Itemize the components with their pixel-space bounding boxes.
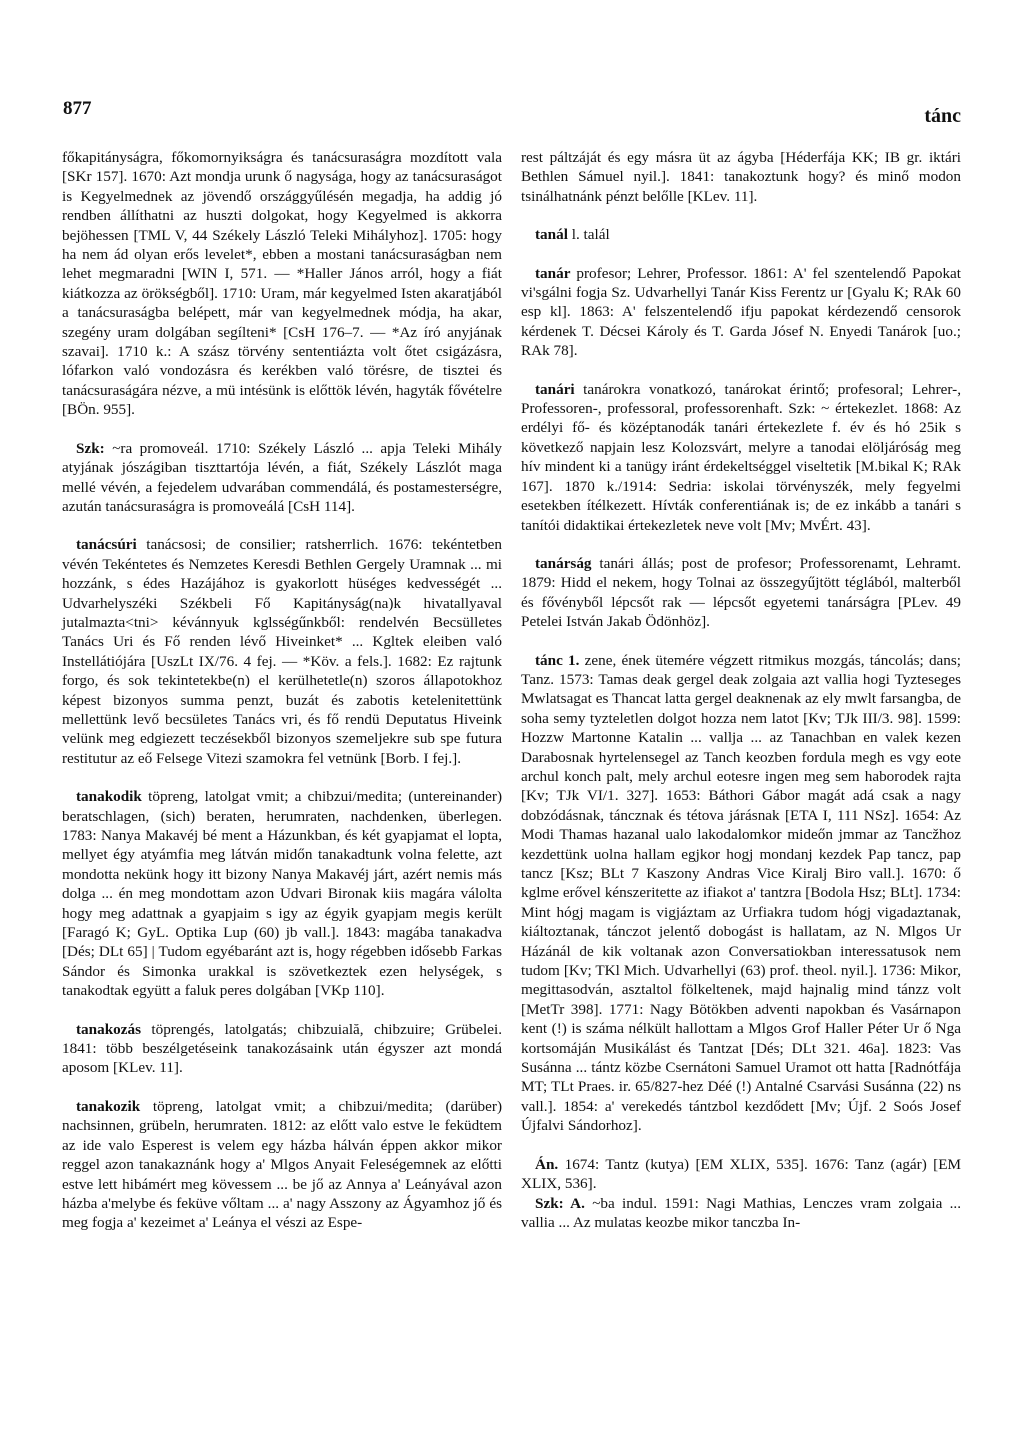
dictionary-entry <box>62 787 502 1000</box>
dictionary-entry <box>521 1194 961 1233</box>
entry-text: rest páltzáját és egy másra üt az ágyba [Héderfája KK; IB gr. iktári Bethlen Sámuel nyil.]. 1841: tanakoztunk hogy? és minő modon tsinálhatnánk pénzt belőlle [KLev. 11]. <box>521 149 961 205</box>
entry-text: ~ba indul. 1591: Nagi Mathias, Lenczes vram zolgaia ... vallia ... Az mulatas keozbe mikor tanczba In- <box>521 1194 962 1231</box>
dictionary-entry <box>62 535 502 768</box>
dictionary-entry <box>62 148 502 420</box>
entry-text: töprengés, latolgatás; chibzuială, chibzuire; Grübelei. 1841: több beszélgetéseink tanakozásaink után égyszer azt mondá aposom [KLev. 11]. <box>62 1020 502 1077</box>
entry-text: töpreng, latolgat vmit; a chibzui/medita; (untereinander) beratschlagen, (sich) beraten, herumraten, nachdenken, überlegen. 1783: Nanya Makavéj bé ment a Házunkban, és két gyapjamat el lopta, mellyet égy atyámfia meg látván midőn tanakadtunk volna felette, azt mondotta nekünk hogy itt bizony Nanya Makavéj járt, azért nemis más dolga ... én meg mondottam azon Udvari Bironak kiis magára válolta hogy meg adattnak a gyapjaim s igy az égyik gyapjam megis került [Faragó K; GyL. Optika Lup (60) jb vall.]. 1843: magába tanakadva [Dés; DLt 65] | Tudom egyébaránt azt is, hogy régebben idősebb Farkas Sándor és Simonka urakkal is szövetkeztek ezen helységek, s tanakodtak együtt a faluk peres dolgában [VKp 110]. <box>62 788 503 1000</box>
dictionary-entry <box>62 1020 502 1078</box>
dictionary-entry <box>521 380 961 535</box>
left-column <box>62 148 502 1233</box>
entry-headword: tánc 1. <box>535 651 580 669</box>
dictionary-entry <box>521 554 961 632</box>
dictionary-entry <box>521 148 961 206</box>
entry-text: zene, ének ütemére végzett ritmikus mozgás, táncolás; dans; Tanz. 1573: Tamas deak gergel deak zolgaia azt vallia hogi Tyzteseges Mwlatsagat es Thancat latta gergel deaknenak az ely mwlt farsangba, de soha semy tyzteletlen dolgot hozza nem latot [Kv; TJk III/3. 98]. 1599: Hozzw Martonne Katalin ... vallja ... az Tanachban en valek kezen Darabosnak hyrtelensegel az Tanch keozben fordula megh es vgy eote archul konch palt, mely archul eotesre ingen meg sem haborodek rajta [Kv; TJk VI/1. 327]. 1653: Báthori Gábor magát adá csak a nagy dobzódásnak, táncznak és tétova járásnak [ETA I, 111 NSz]. 1654: Az Modi Thamas hazanal ualo lakodalomkor mideőn jmmar az Tancžhoz kezdettünk uolna hallam egjkor hogj mondanj kezdek Pap tancz, pap tancz [Ksz; BLt 7 Kaszony Andras Vice Kiralj Biro vall.]. 1670: ő kglme erővel kénszeritette az ifiakot a' tantzra [Bodola Hsz; BLt]. 1734: Mint hógj magam is vigjáztam az Urfiakra tudom hógj vigadaztanak, kiáltoztanak, tánczot jelentő dobogást is hallatam, az N. Mlgos Ur Házánál de kik voltanak azon Conversatiokban interessatusok nem tudom [Kv; TKl Mich. Udvarhellyi (63) prof. theol. nyil.]. 1736: Mikor, megittasodván, asztaltol fölkeltenek, majd hajnalig mind tánzz volt [MetTr 398]. 1771: Nagy Bötökben adventi napokban és Vasárnapon kent (!) is száma nélkült hallottam a Mlgos Grof Haller Péter Ur ő Nga kortsomáján Musikálást és Tantzat [Dés; DLt 321. 46a]. 1823: Vas Susánna ... tántz közbe Csernátoni Samuel Uramot ott hatta [Radnótfája MT; TLt Praes. ir. 65/827-hez Déé (!) Antalné Csarvási Susánna (22) ns vall.]. 1854: a' verekedés tántzbol kezdődett [Mv; Újf. 2 Soós Josef Újfalvi Sándorhoz]. <box>521 651 961 1135</box>
entry-text: profesor; Lehrer, Professor. 1861: A' fel szentelendő Papokat vi'sgálni fogja Sz. Udvarhellyi Tanár Kiss Ferentz ur [Gyalu K; RAk 60 esp kl]. 1863: A' felszentelendő ifju papokat kérdezendő censorok kérdenek T. Décsei Károly és T. Garda Jósef N. Enyedi Tanárok [uo.; RAk 78]. <box>521 264 962 360</box>
entry-headword: Szk: A. <box>535 1194 585 1212</box>
entry-headword: Án. <box>535 1155 559 1173</box>
entry-text: l. talál <box>571 226 610 244</box>
entry-text: ~ra promoveál. 1710: Székely László ... apja Teleki Mihály atyjának jószágiban tiszttartója lévén, a fiát, Székely Lászlót maga mellé vévén, a fejedelem udvarában commendálá, és postamesterségre, azután tanácsuraságra is promoveálá [CsH 114]. <box>62 439 502 515</box>
entry-text: 1674: Tantz (kutya) [EM XLIX, 535]. 1676: Tanz (agár) [EM XLIX, 536]. <box>521 1155 961 1193</box>
entry-headword: tanácsúri <box>76 536 137 554</box>
entry-headword: tanár <box>535 264 571 282</box>
entry-text: főkapitányságra, főkomornyikságra és tanácsuraságra mozdított vala [SKr 157]. 1670: Azt mondja urunk ő nagysága, hogy az tanácsuraságot is Kegyelmednek az jövendő országgyűlésén megadja, ha addig jó rendben állíthatni az huszti dolgokat, hogy Kegyelmed is akkorra bejöhessen [TML V, 44 Székely László Teleki Mihályhoz]. 1705: hogy ha nem ád olyan erős levelet*, ebben a mostani tanácsuraságban nem lehet megmaradni [WIN I, 571. — *Haller János arról, hogy a fiát kiátkozza az örökségből]. 1710: Uram, már kegyelmed Isten akaratjából a tanácsuraságba belépett, már van kegyelmednek módja, ha akar, szegény uram dolgában segílteni* [CsH 176–7. — *Az író anyjának szavai]. 1710 k.: A szász törvény sententiázta volt őtet csigázásra, lófarkon való vondozásra és kerékben való törésre, de tisztei és tanácsuraságára nézve, a mü intésünk is előttök lévén, hagyták fővételre [BÖn. 955]. <box>62 149 502 419</box>
dictionary-entry <box>521 651 961 1136</box>
entry-text: tanárokra vonatkozó, tanárokat érintő; profesoral; Lehrer-, Professoren-, professoral, professorenhaft. Szk: ~ értekezlet. 1868: Az erdélyi fő- és középtanodák tanári értekezlete f. év és hó 25ik s következő napjain lesz Kolozsvárt, melyre a tanodai elöljáróság meg hív mindent ki a tanügy iránt érdekeltséggel viseltetik [M.bikal K; RAk 167]. 1870 k./1914: Sedria: iskolai törvényszék, mely fegyelmi esetekben ítélkezett. Hívták conferentiának is; de ez inkább a tanári s tanítói didaktikai értekezletek neve volt [Mv; MvÉrt. 43]. <box>521 380 961 534</box>
right-column <box>521 148 961 1232</box>
entry-headword: tanakozás <box>76 1020 141 1038</box>
dictionary-entry <box>62 1097 502 1233</box>
entry-text: tanácsosi; de consilier; ratsherrlich. 1676: tekéntetben vévén Tekéntetes és Nemzetes Keresdi Bethlen Gergely Uramnak ... mi hozzánk, s édes Hazájához is gyakorlott hüséges kedvességét ... Udvarhelyszéki Székbeli Fő Kapitányság(na)k hivatallyaval jutalmazta<tni> kévánnyuk kglsségűnkből: rendelvén Becsülletes Tanács Uri és Fő renden lévő Hiveinket* ... Kgltek eleiben való Instellátiójára [UszLt IX/76. 4 fej. — *Köv. a fels.]. 1682: Ez rajtunk forgo, és sok tekintetekbe(n) el kerülhetetle(n) szoros állapotokhoz képest bizonyos summa penzt, buzát és zabotis ketelenitettünk mellettünk levő becsületes Tanács vri, és fő rendü Deputatus Hiveink velünk meg edgiezett teczésekből bizonyos szemeljekre sub spe futura restitutur az eő Felsege Vitezi szamokra fel vetnünk [Borb. I fej.]. <box>62 536 503 767</box>
dictionary-entry <box>521 1155 961 1194</box>
dictionary-entry <box>62 439 502 517</box>
page-number: 877 <box>63 98 92 119</box>
entry-headword: tanakodik <box>76 788 142 806</box>
entry-headword: Szk: <box>76 439 105 457</box>
entry-headword: tanál <box>535 226 568 244</box>
entry-headword: tanárság <box>535 554 592 572</box>
entry-text: tanári állás; post de profesor; Professorenamt, Lehramt. 1879: Hidd el nekem, hogy Tolnai az összegyűjtött téglából, malterből és fővényből lépcsőt rak — lépcsőt egyetemi tanárságra [PLev. 49 Petelei István Jakab Ödönhöz]. <box>521 554 961 631</box>
entry-headword: tanakozik <box>76 1097 141 1115</box>
dictionary-entry <box>521 225 961 244</box>
entry-headword: tanári <box>535 380 575 398</box>
dictionary-entry <box>521 264 961 361</box>
entry-text: töpreng, latolgat vmit; a chibzui/medita; (darüber) nachsinnen, grübeln, herumraten. 1812: az előtt valo estve le feküdtem az ide valo Esperest is velem egy házba hálván éppen akkor mikor reggel azon tanakaznánk hogy a' Mlgos Anyait Feleségemnek az előtti estve lett hibámért meg kövessem ... be jő az Annya a' Leányával azon házba a'melybe és feküve vőltam ... a' nagy Asszony az Ágyamhoz jő és meg fogja a' kezeimet a' Leánya el vészi az Espe- <box>62 1097 503 1232</box>
running-head: tánc <box>924 105 961 127</box>
